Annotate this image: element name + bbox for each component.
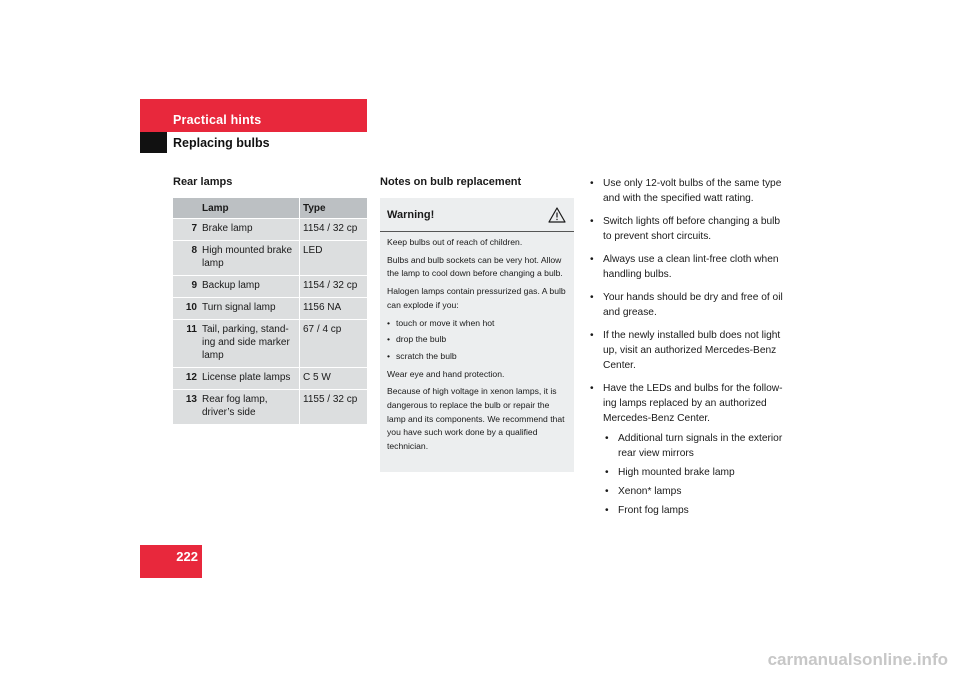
warning-text: Bulbs and bulb sockets can be very hot. Allow the lamp to cool down before changing a bulb. [387, 254, 563, 279]
sublist-item: • High mounted brake lamp [603, 465, 788, 480]
row-type: 1154 / 32 cp [300, 276, 368, 298]
row-number: 11 [173, 320, 199, 368]
row-number: 8 [173, 241, 199, 276]
row-type: 67 / 4 cp [300, 320, 368, 368]
list-item: • touch or move it when hot [387, 317, 567, 331]
list-item: • drop the bulb [387, 333, 567, 347]
warning-body [380, 232, 574, 454]
list-item: • Use only 12-volt bulbs of the same type and with the specified watt rating. [588, 176, 788, 206]
warning-triangle-icon [548, 207, 566, 223]
tips-column [588, 176, 788, 526]
table-row [173, 241, 367, 276]
warning-title: Warning! [387, 208, 435, 221]
list-item: • Switch lights off before changing a bulb to prevent short circuits. [588, 214, 788, 244]
subsection-title: Replacing bulbs [173, 136, 270, 150]
list-item: • If the newly installed bulb does not light up, visit an authorized Mercedes-Benz Center. [588, 328, 788, 373]
row-type: LED [300, 241, 368, 276]
sublist-item: • Xenon* lamps [603, 484, 788, 499]
section-title: Practical hints [173, 113, 262, 127]
rear-lamps-heading: Rear lamps [173, 176, 233, 188]
row-type: 1156 NA [300, 298, 368, 320]
warning-list [387, 317, 567, 364]
warning-text: Keep bulbs out of reach of children. [387, 237, 523, 247]
table-header-num [173, 198, 199, 219]
tips-list [588, 176, 788, 518]
row-lamp: Backup lamp [199, 276, 300, 298]
row-number: 10 [173, 298, 199, 320]
warning-text: Halogen lamps contain pressurized gas. A bulb can explode if you: [387, 286, 566, 310]
table-row [173, 390, 367, 425]
row-lamp: Brake lamp [199, 219, 300, 241]
row-number: 12 [173, 368, 199, 390]
table-row [173, 276, 367, 298]
table-row [173, 368, 367, 390]
notes-heading: Notes on bulb replacement [380, 176, 522, 188]
page-number: 222 [140, 545, 202, 578]
tips-sublist [603, 431, 788, 518]
table-row [173, 219, 367, 241]
list-item: • Your hands should be dry and free of oil and grease. [588, 290, 788, 320]
row-lamp: License plate lamps [199, 368, 300, 390]
row-type: 1155 / 32 cp [300, 390, 368, 425]
row-lamp: Tail, parking, stand-ing and side marker lamp [199, 320, 300, 368]
list-item-with-sublist [588, 381, 788, 518]
list-item-text: Have the LEDs and bulbs for the follow-ing lamps replaced by an authorized Mercedes-Benz Center. [603, 383, 783, 424]
row-type: C 5 W [300, 368, 368, 390]
row-number: 9 [173, 276, 199, 298]
row-number: 7 [173, 219, 199, 241]
header-tab-marker [140, 132, 167, 153]
row-type: 1154 / 32 cp [300, 219, 368, 241]
row-lamp: Turn signal lamp [199, 298, 300, 320]
row-number: 13 [173, 390, 199, 425]
sublist-item: • Additional turn signals in the exterior rear view mirrors [603, 431, 788, 461]
rear-lamps-table [173, 198, 367, 424]
warning-text: Because of high voltage in xenon lamps, it is dangerous to replace the bulb or repair the lamp and its components. We recommend that you have such work done by a qualified technician. [387, 386, 565, 452]
list-item: • scratch the bulb [387, 350, 567, 364]
list-item: • Always use a clean lint-free cloth when handling bulbs. [588, 252, 788, 282]
table-row [173, 298, 367, 320]
table-header-lamp: Lamp [199, 198, 300, 219]
warning-text: Wear eye and hand protection. [387, 368, 505, 379]
row-lamp: Rear fog lamp, driver’s side [199, 390, 300, 425]
table-row [173, 320, 367, 368]
table-header-row [173, 198, 367, 219]
row-lamp: High mounted brake lamp [199, 241, 300, 276]
warning-box [380, 198, 574, 472]
watermark: carmanualsonline.info [767, 650, 948, 669]
warning-header [380, 198, 574, 232]
sublist-item: • Front fog lamps [603, 503, 788, 518]
table-header-type: Type [300, 198, 368, 219]
